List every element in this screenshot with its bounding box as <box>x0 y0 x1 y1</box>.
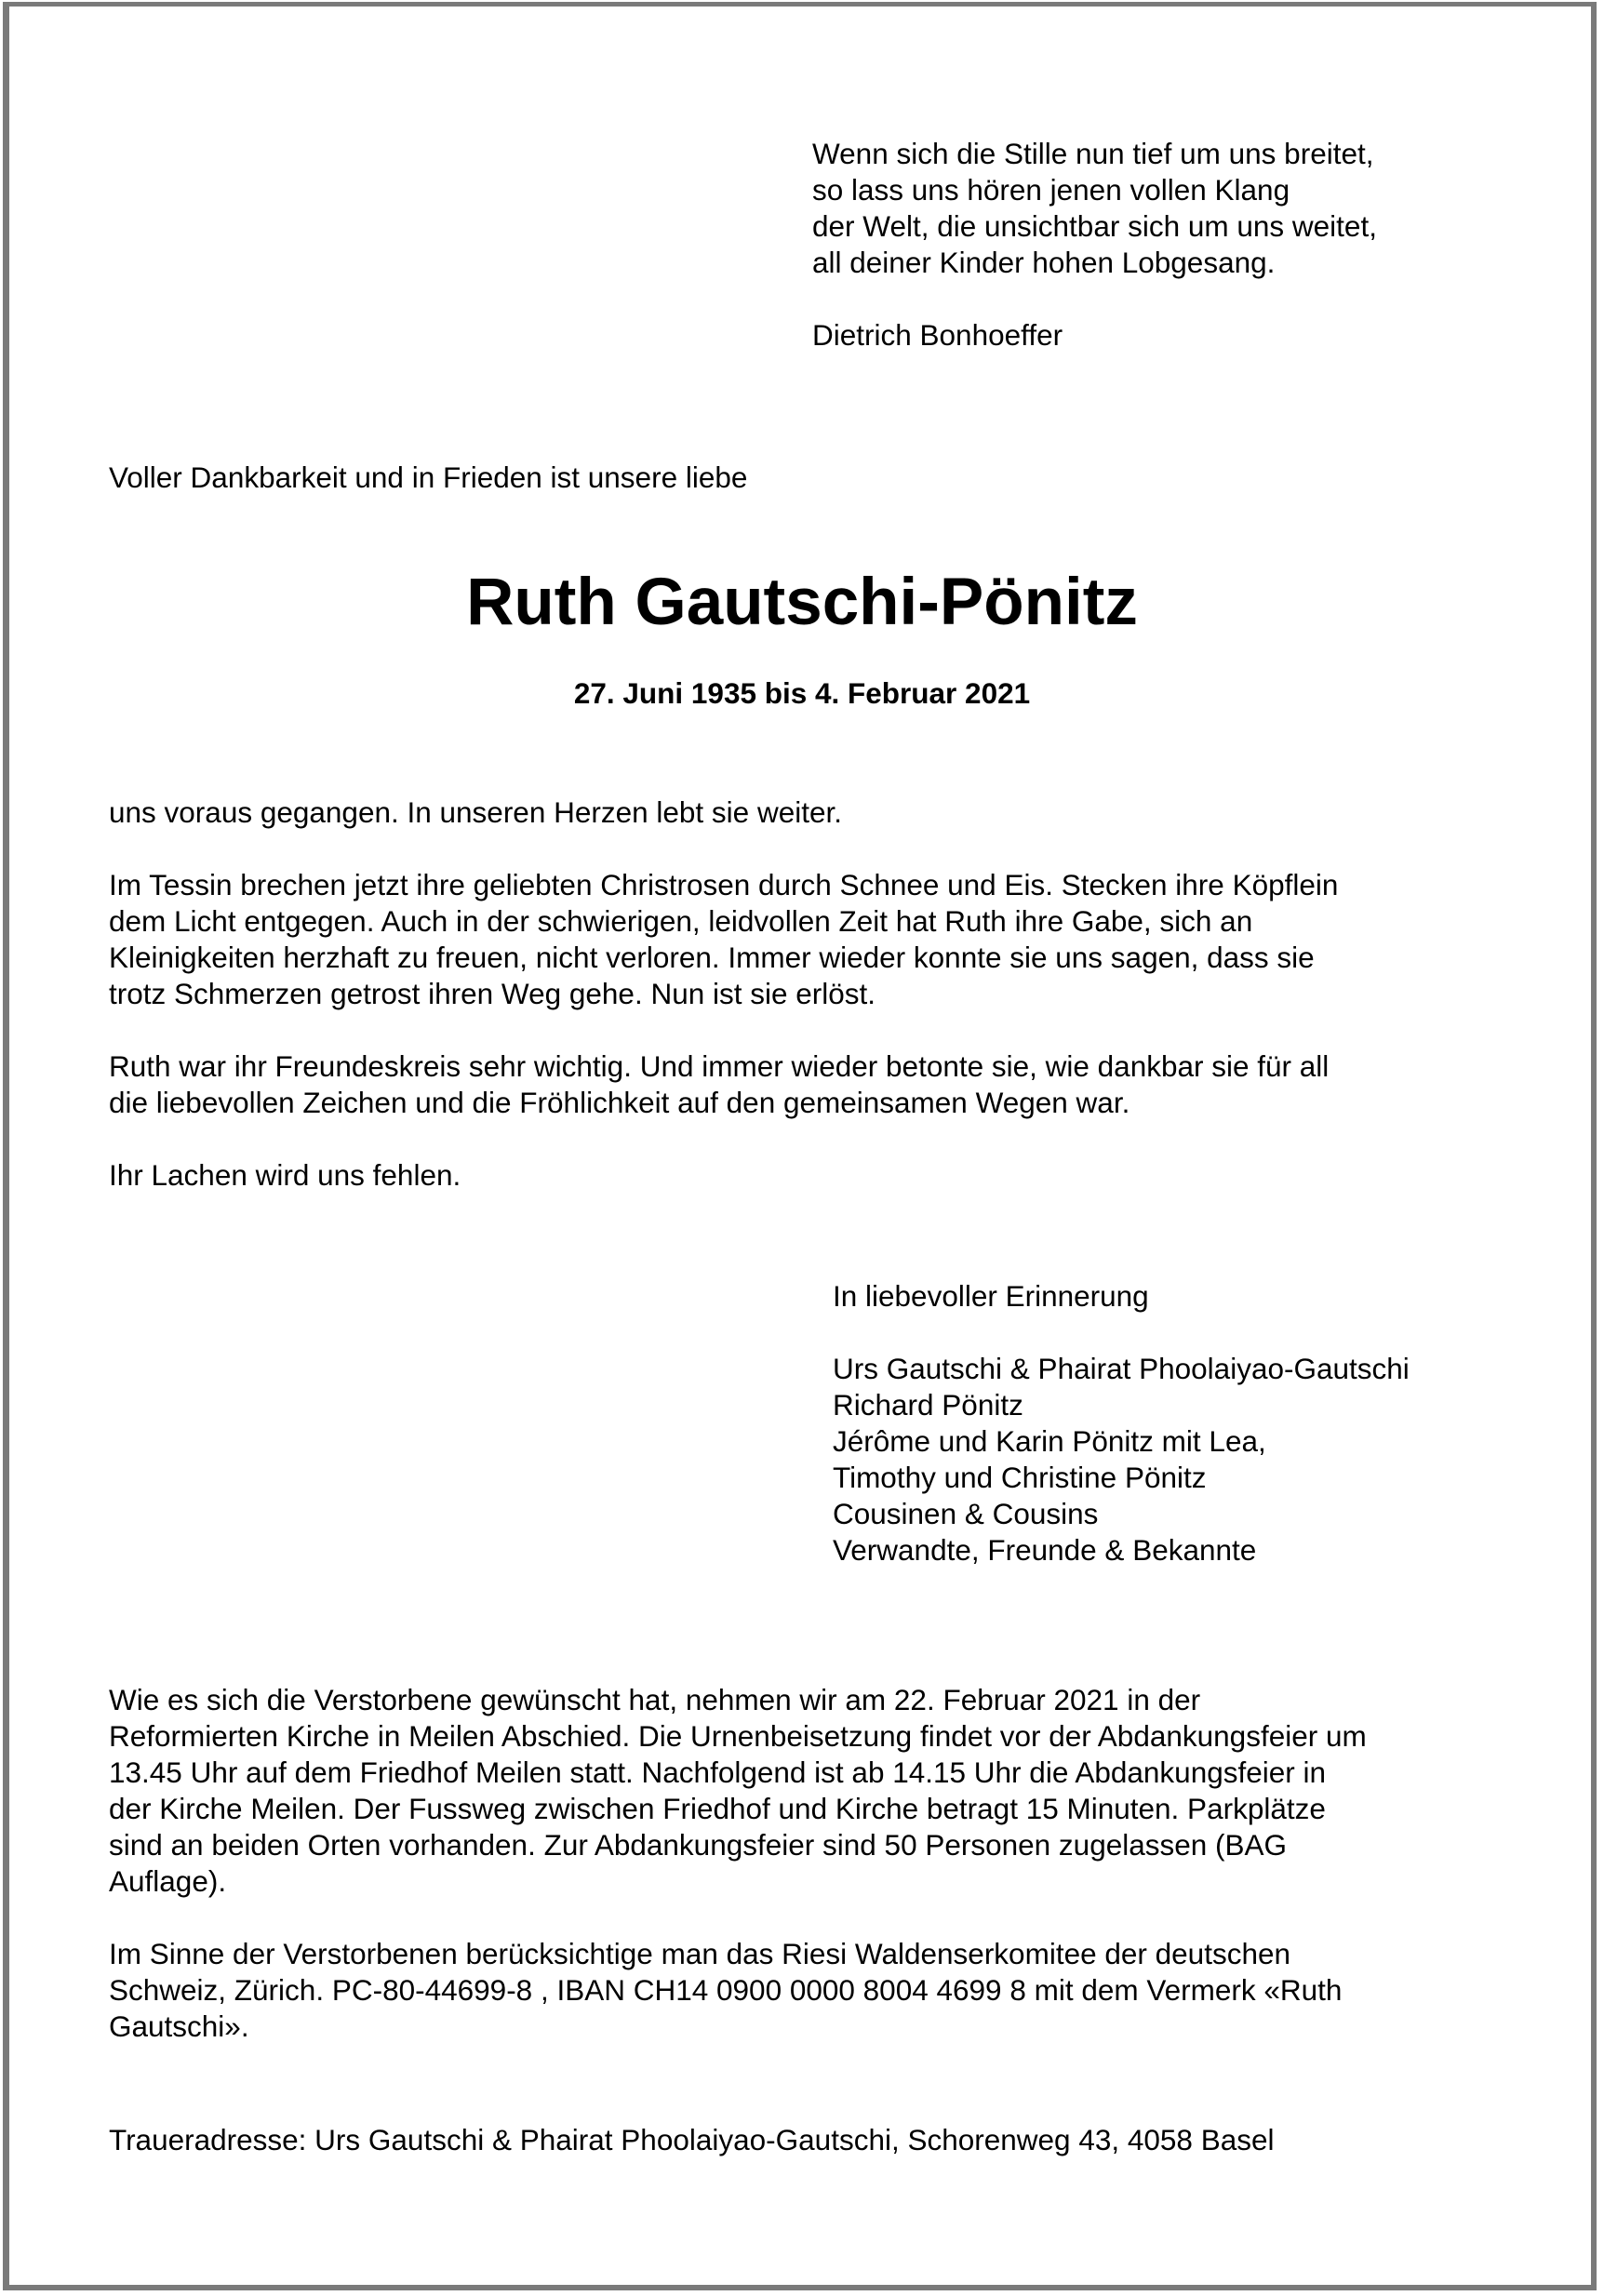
mourners-block <box>833 1278 1410 1568</box>
paragraph-line: dem Licht entgegen. Auch in der schwierigen, leidvollen Zeit hat Ruth ihre Gabe, sich an <box>109 904 1253 938</box>
paragraph-line: Im Tessin brechen jetzt ihre geliebten Christrosen durch Schnee und Eis. Stecken ihre Köpflein <box>109 868 1339 901</box>
paragraph-line: die liebevollen Zeichen und die Fröhlichkeit auf den gemeinsamen Wegen war. <box>109 1086 1130 1119</box>
poem-line: so lass uns hören jenen vollen Klang <box>812 173 1290 207</box>
deceased-name: Ruth Gautschi-Pönitz <box>466 566 1138 639</box>
service-line: 13.45 Uhr auf dem Friedhof Meilen statt. Nachfolgend ist ab 14.15 Uhr die Abdankungsfeier in <box>109 1755 1327 1789</box>
poem-author: Dietrich Bonhoeffer <box>812 318 1063 352</box>
poem-spacer <box>812 281 1377 317</box>
spacer <box>109 831 1338 867</box>
body-text <box>109 794 1338 1194</box>
paragraph-line: trotz Schmerzen getrost ihren Weg gehe. Nun ist sie erlöst. <box>109 977 876 1010</box>
mourner-name: Richard Pönitz <box>833 1388 1023 1422</box>
service-line: Auflage). <box>109 1864 227 1898</box>
poem-line: Wenn sich die Stille nun tief um uns breitet, <box>812 137 1374 170</box>
donation-line: Im Sinne der Verstorbenen berücksichtige man das Riesi Waldenserkomitee der deutschen <box>109 1937 1290 1970</box>
mourning-address: Traueradresse: Urs Gautschi & Phairat Phoolaiyao-Gautschi, Schorenweg 43, 4058 Basel <box>109 2123 1275 2156</box>
closing-line: Ihr Lachen wird uns fehlen. <box>109 1158 461 1192</box>
service-line: sind an beiden Orten vorhanden. Zur Abdankungsfeier sind 50 Personen zugelassen (BAG <box>109 1828 1288 1862</box>
paragraph-line: Ruth war ihr Freundeskreis sehr wichtig. Und immer wieder betonte sie, wie dankbar sie für all <box>109 1049 1330 1083</box>
spacer <box>109 1121 1338 1157</box>
spacer <box>109 1012 1338 1048</box>
donation-line: Schweiz, Zürich. PC-80-44699-8 , IBAN CH14 0900 0000 8004 4699 8 mit dem Vermerk «Ruth <box>109 1973 1343 2007</box>
mourner-name: Jérôme und Karin Pönitz mit Lea, <box>833 1424 1266 1458</box>
spacer <box>109 1900 1367 1936</box>
continuation-line: uns voraus gegangen. In unseren Herzen lebt sie weiter. <box>109 795 842 829</box>
mourner-name: Timothy und Christine Pönitz <box>833 1461 1207 1494</box>
life-dates: 27. Juni 1935 bis 4. Februar 2021 <box>573 676 1031 710</box>
service-line: Reformierten Kirche in Meilen Abschied. Die Urnenbeisetzung findet vor der Abdankungsfeier um <box>109 1719 1367 1753</box>
mourner-name: Verwandte, Freunde & Bekannte <box>833 1533 1257 1567</box>
mourner-name: Urs Gautschi & Phairat Phoolaiyao-Gautschi <box>833 1352 1410 1385</box>
service-line: Wie es sich die Verstorbene gewünscht hat, nehmen wir am 22. Februar 2021 in der <box>109 1683 1201 1716</box>
poem-line: der Welt, die unsichtbar sich um uns weitet, <box>812 209 1377 243</box>
donation-line: Gautschi». <box>109 2009 249 2043</box>
service-info <box>109 1682 1367 2045</box>
mourners-heading: In liebevoller Erinnerung <box>833 1279 1149 1313</box>
poem-line: all deiner Kinder hohen Lobgesang. <box>812 246 1276 279</box>
service-line: der Kirche Meilen. Der Fussweg zwischen Friedhof und Kirche betragt 15 Minuten. Parkplätze <box>109 1792 1326 1825</box>
paragraph-line: Kleinigkeiten herzhaft zu freuen, nicht verloren. Immer wieder konnte sie uns sagen, dass sie <box>109 941 1315 974</box>
mourner-name: Cousinen & Cousins <box>833 1497 1099 1530</box>
spacer <box>833 1315 1410 1351</box>
poem <box>812 136 1377 354</box>
intro-text: Voller Dankbarkeit und in Frieden ist unsere liebe <box>109 461 748 494</box>
